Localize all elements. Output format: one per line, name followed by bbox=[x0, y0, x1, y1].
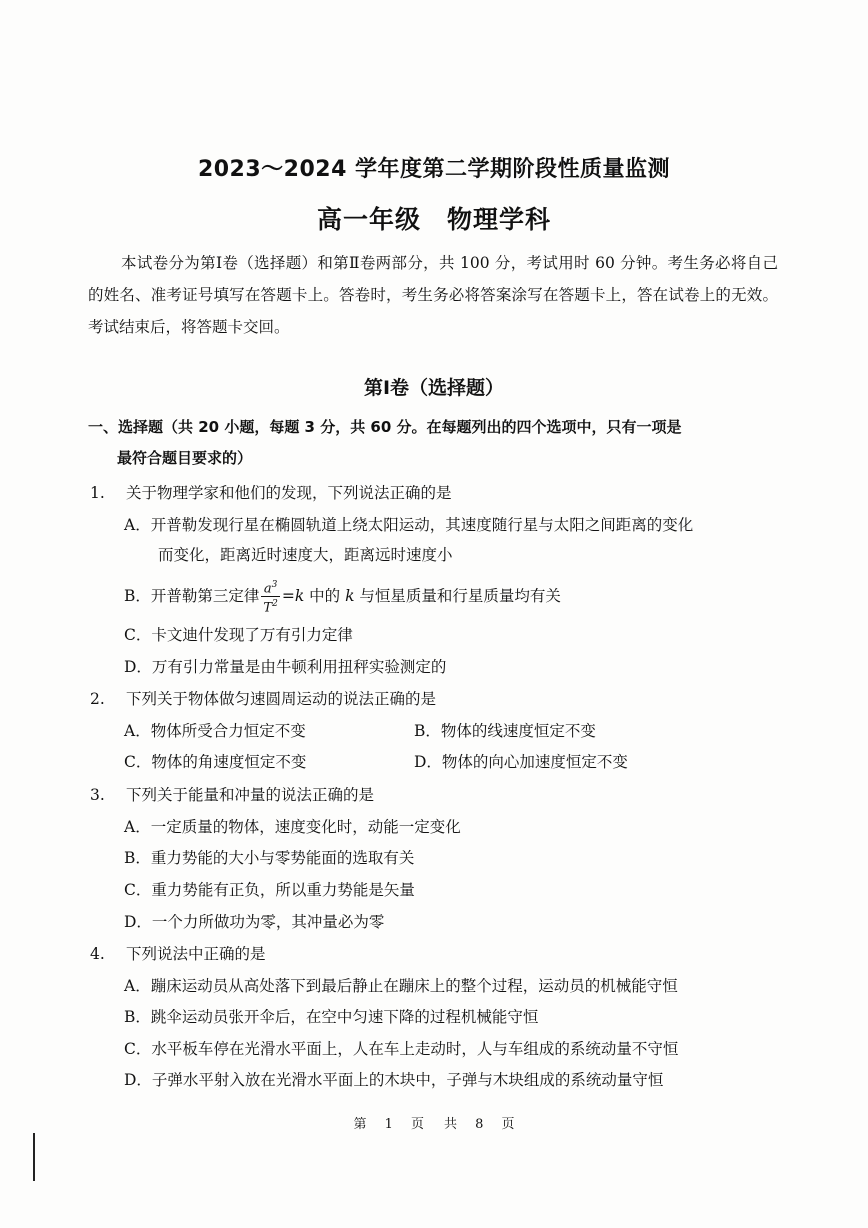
page-number: 第 1 页 bbox=[353, 1117, 424, 1132]
q1-option-a: A．开普勒发现行星在椭圆轨道上绕太阳运动，其速度随行星与太阳之间距离的变化 bbox=[124, 516, 694, 534]
q4-option-d: D．子弹水平射入放在光滑水平面上的木块中，子弹与木块组成的系统动量守恒 bbox=[124, 1071, 664, 1089]
question-text: 下列关于能量和冲量的说法正确的是 bbox=[126, 786, 375, 804]
question-text: 关于物理学家和他们的发现，下列说法正确的是 bbox=[126, 484, 452, 502]
q1-option-b-middle: 中的 bbox=[304, 586, 346, 605]
q1-option-b-suffix: 与恒星质量和行星质量均有关 bbox=[354, 586, 561, 605]
q4-option-c: C．水平板车停在光滑水平面上，人在车上走动时，人与车组成的系统动量不守恒 bbox=[124, 1040, 679, 1058]
q3-option-d: D．一个力所做功为零，其冲量必为零 bbox=[124, 913, 385, 931]
question-4-stem bbox=[90, 942, 266, 964]
question-number: 3. bbox=[90, 786, 105, 804]
q3-option-b: B．重力势能的大小与零势能面的选取有关 bbox=[124, 849, 415, 867]
numerator-exponent: 3 bbox=[271, 580, 278, 590]
q3-option-c: C．重力势能有正负，所以重力势能是矢量 bbox=[124, 881, 415, 899]
q1-option-c: C．卡文迪什发现了万有引力定律 bbox=[124, 626, 353, 644]
q2-option-c: C．物体的角速度恒定不变 bbox=[124, 753, 307, 771]
question-text: 下列关于物体做匀速圆周运动的说法正确的是 bbox=[126, 690, 437, 708]
equals-sign: = bbox=[281, 586, 295, 605]
question-text: 下列说法中正确的是 bbox=[126, 945, 266, 963]
question-2-stem bbox=[90, 687, 436, 709]
question-3-stem bbox=[90, 783, 374, 805]
q1-option-b-prefix: B．开普勒第三定律 bbox=[124, 586, 260, 605]
question-number: 1. bbox=[90, 484, 105, 502]
q2-option-d: D．物体的向心加速度恒定不变 bbox=[414, 753, 628, 771]
q1-option-b bbox=[124, 578, 561, 616]
q2-option-a: A．物体所受合力恒定不变 bbox=[124, 722, 306, 740]
scan-edge-mark bbox=[33, 1133, 35, 1181]
q4-option-a: A．蹦床运动员从高处落下到最后静止在蹦床上的整个过程，运动员的机械能守恒 bbox=[124, 977, 678, 995]
fraction-denominator: T bbox=[263, 600, 273, 616]
exam-title: 2023～2024 学年度第二学期阶段性质量监测 bbox=[197, 157, 671, 182]
exam-instructions: 本试卷分为第Ⅰ卷（选择题）和第Ⅱ卷两部分，共 100 分，考试用时 60 分钟。考生务必将自己的姓名、准考证号填写在答题卡上。答卷时，考生务必将答案涂写在答题卡上，答在试卷上的无效。考试结束后，将答题卡交回。 bbox=[88, 254, 778, 336]
page-total: 共 8 页 bbox=[444, 1117, 515, 1132]
question-number: 4. bbox=[90, 945, 105, 963]
constant-k: k bbox=[294, 586, 305, 605]
exam-subtitle: 高一年级 物理学科 bbox=[316, 205, 551, 234]
q1-option-d: D．万有引力常量是由牛顿利用扭秤实验测定的 bbox=[124, 658, 447, 676]
q2-option-b: B．物体的线速度恒定不变 bbox=[414, 722, 596, 740]
section-title: 第Ⅰ卷（选择题） bbox=[363, 377, 505, 399]
section-instruction-line1: 一、选择题（共 20 小题，每题 3 分，共 60 分。在每题列出的四个选项中，只有一项是 bbox=[88, 418, 682, 436]
kepler-fraction bbox=[261, 578, 279, 616]
question-number: 2. bbox=[90, 690, 105, 708]
page-footer bbox=[0, 1113, 868, 1132]
section-instruction-line2: 最符合题目要求的） bbox=[117, 449, 253, 467]
constant-k-ref: k bbox=[345, 586, 355, 605]
question-1-stem bbox=[90, 481, 452, 503]
q4-option-b: B．跳伞运动员张开伞后，在空中匀速下降的过程机械能守恒 bbox=[124, 1008, 539, 1026]
q3-option-a: A．一定质量的物体，速度变化时，动能一定变化 bbox=[124, 818, 461, 836]
denominator-exponent: 2 bbox=[272, 599, 278, 610]
q1-option-a-continued: 而变化，距离近时速度大，距离远时速度小 bbox=[158, 546, 453, 564]
fraction-numerator: a bbox=[263, 581, 272, 597]
section-instruction bbox=[88, 412, 738, 474]
